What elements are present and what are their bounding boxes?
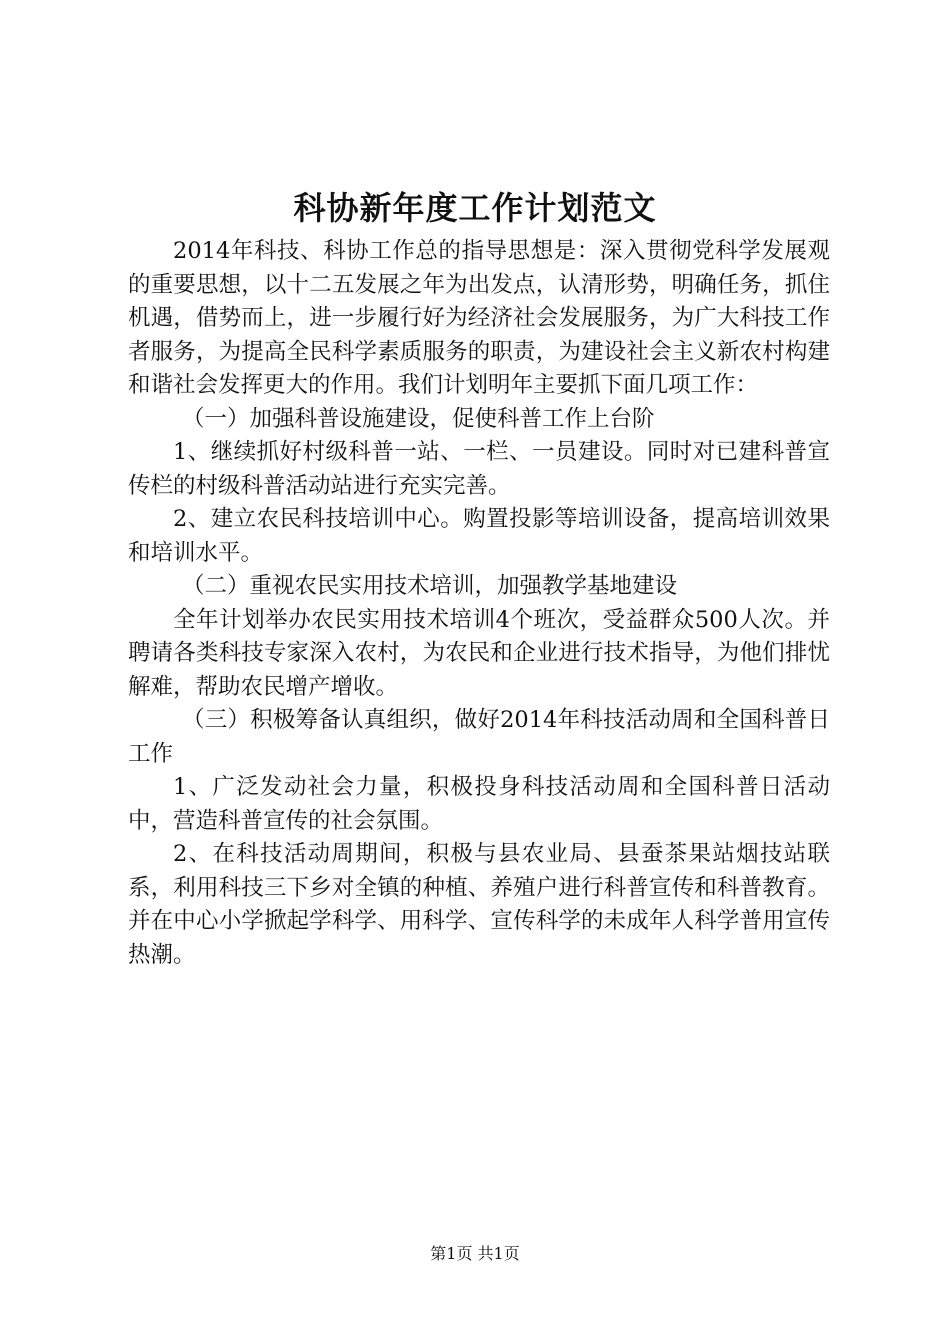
document-title: 科协新年度工作计划范文 (293, 189, 657, 227)
document-body (128, 235, 830, 972)
page-footer: 第1页 共1页 (430, 1244, 520, 1263)
section-heading-2: （二）重视农民实用技术培训，加强教学基地建设 (182, 573, 678, 599)
section-heading-3: （三）积极筹备认真组织，做好2014年科技活动周和全国科普日工作 (128, 707, 830, 767)
body-paragraph: 2、在科技活动周期间，积极与县农业局、县蚕茶果站烟技站联系，利用科技三下乡对全镇的种植、养殖户进行科普宣传和科普教育。并在中心小学掀起学科学、用科学、宣传科学的未成年人科学普用宣传热潮。 (128, 841, 830, 968)
section-heading-1: （一）加强科普设施建设，促使科普工作上台阶 (182, 405, 655, 432)
body-paragraph: 1、广泛发动社会力量，积极投身科技活动周和全国科普日活动中，营造科普宣传的社会氛围。 (128, 774, 830, 834)
body-paragraph: 全年计划举办农民实用技术培训4个班次，受益群众500人次。并聘请各类科技专家深入农村，为农民和企业进行技术指导，为他们排忧解难，帮助农民增产增收。 (128, 606, 830, 700)
intro-paragraph: 2014年科技、科协工作总的指导思想是：深入贯彻党科学发展观的重要思想，以十二五发展之年为出发点，认清形势，明确任务，抓住机遇，借势而上，进一步履行好为经济社会发展服务，为广大科技工作者服务，为提高全民科学素质服务的职责，为建设社会主义新农村构建和谐社会发挥更大的作用。我们计划明年主要抓下面几项工作： (128, 238, 830, 398)
body-paragraph: 1、继续抓好村级科普一站、一栏、一员建设。同时对已建科普宣传栏的村级科普活动站进行充实完善。 (128, 439, 830, 499)
body-paragraph: 2、建立农民科技培训中心。购置投影等培训设备，提高培训效果和培训水平。 (128, 506, 830, 566)
